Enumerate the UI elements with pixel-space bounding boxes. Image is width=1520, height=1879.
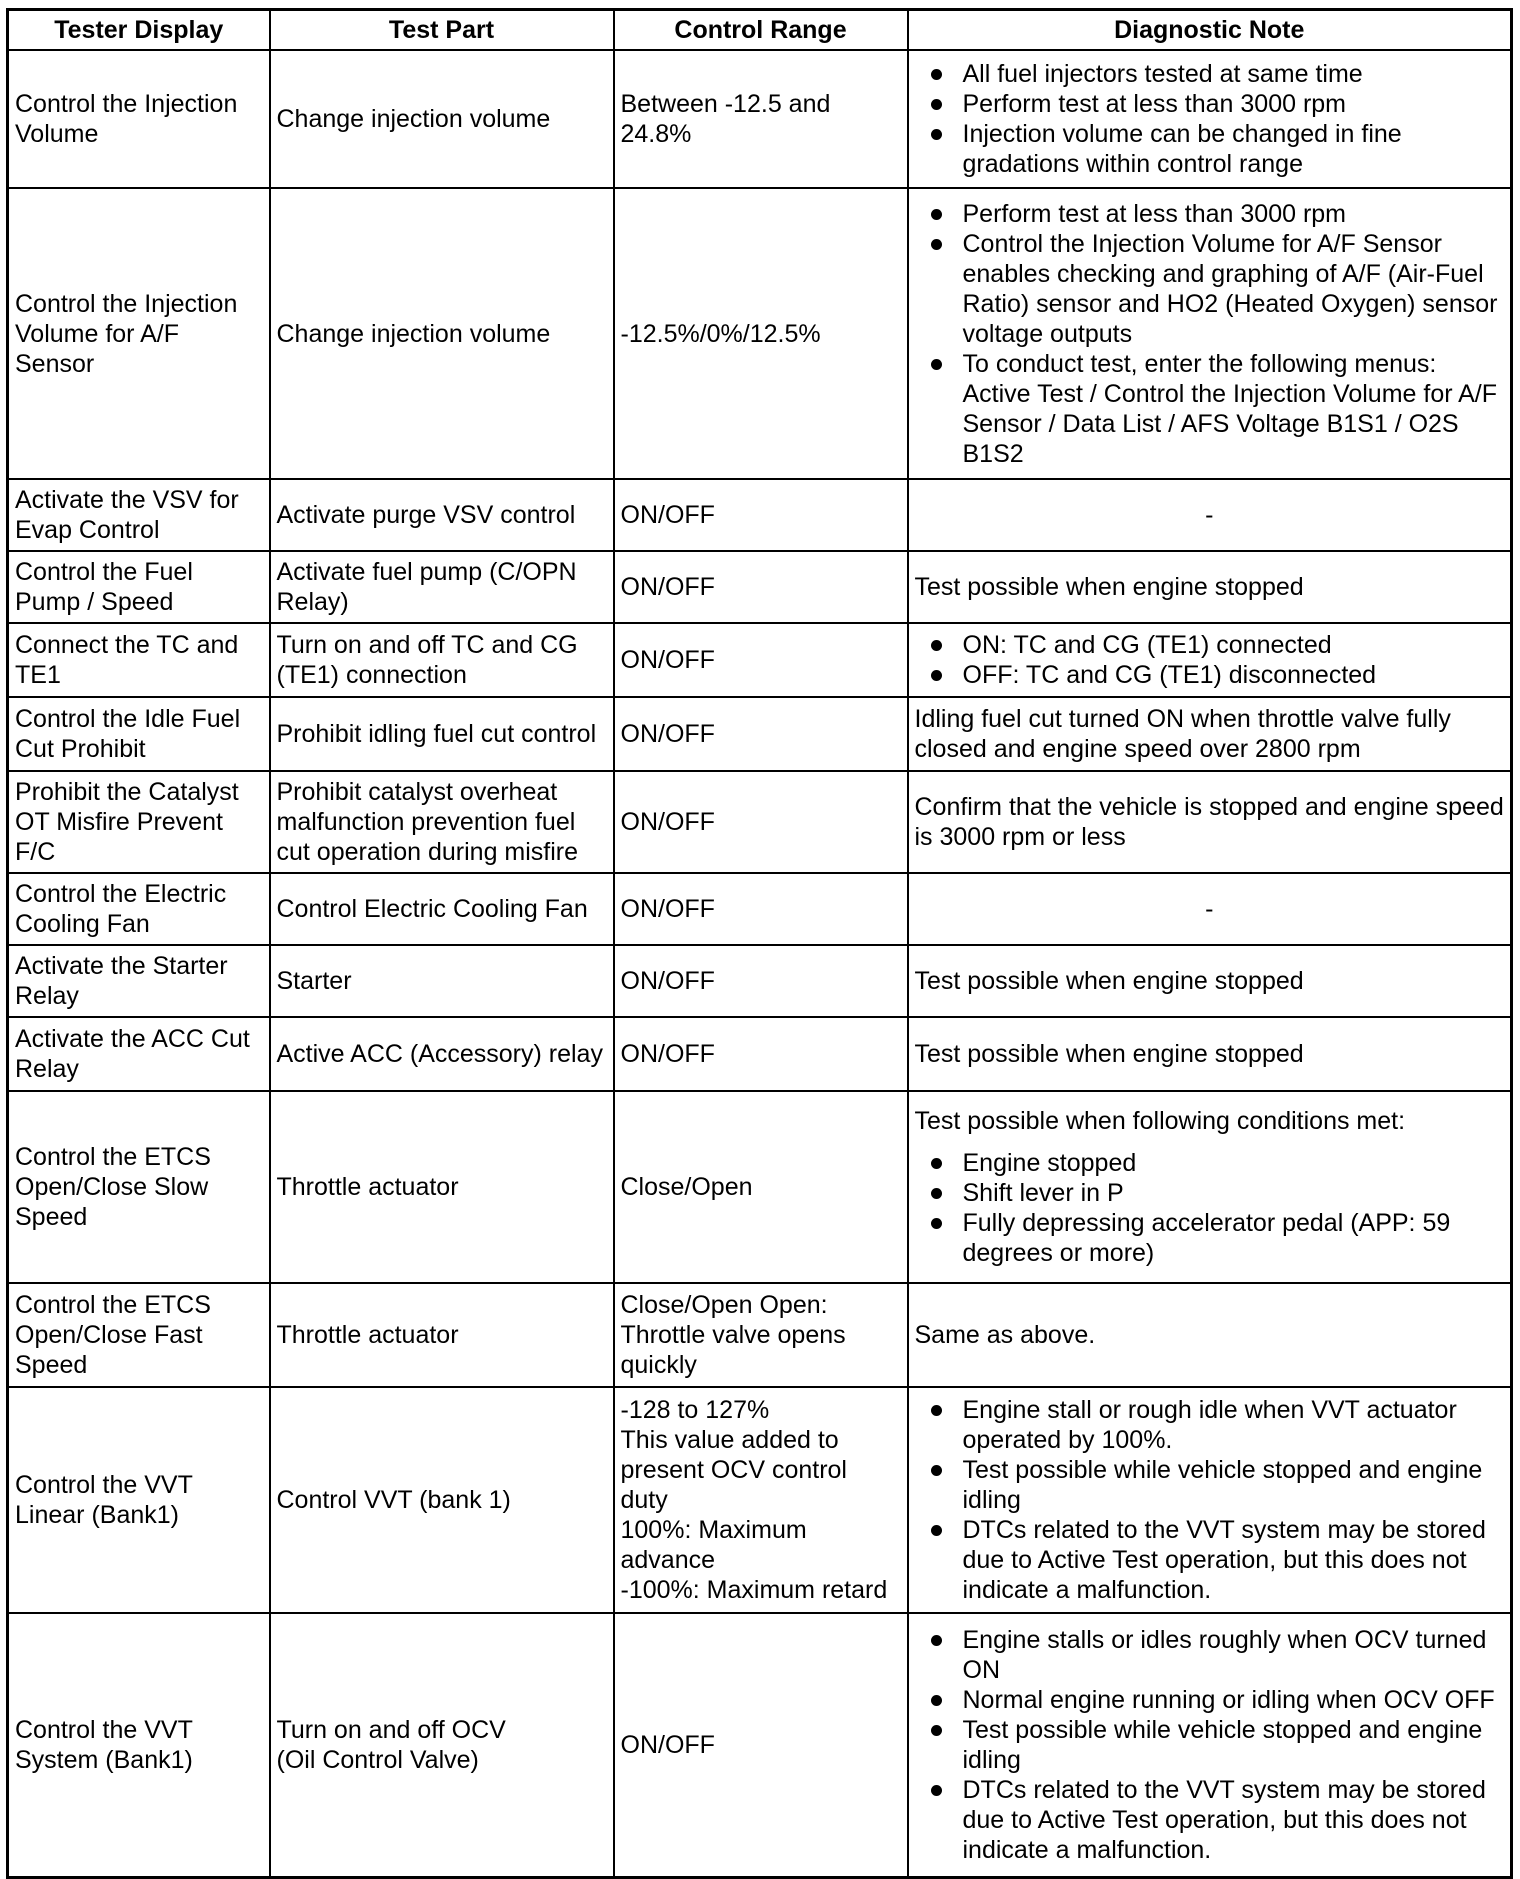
note-bullet: Test possible while vehicle stopped and engine idling (963, 1715, 1505, 1775)
control-range-cell: -128 to 127% This value added to present OCV control duty 100%: Maximum advance -100%: Maximum retard (614, 1387, 908, 1613)
note-bullet: Perform test at less than 3000 rpm (963, 199, 1505, 229)
control-range-cell: ON/OFF (614, 623, 908, 697)
table-row (8, 771, 1512, 873)
tester-display-cell: Prohibit the Catalyst OT Misfire Prevent F/C (8, 771, 270, 873)
note-bullet: OFF: TC and CG (TE1) disconnected (963, 660, 1505, 690)
test-part-cell: Activate purge VSV control (270, 479, 614, 551)
diagnostic-note-cell (908, 50, 1512, 188)
diagnostic-note-cell (908, 1091, 1512, 1283)
test-part-cell: Starter (270, 945, 614, 1017)
test-part-cell: Turn on and off TC and CG (TE1) connection (270, 623, 614, 697)
test-part-cell: Active ACC (Accessory) relay (270, 1017, 614, 1091)
diagnostic-note-cell: Test possible when engine stopped (908, 551, 1512, 623)
tester-display-cell: Control the VVT Linear (Bank1) (8, 1387, 270, 1613)
note-lead-text: Test possible when following conditions met: (914, 1107, 1406, 1135)
test-part-cell: Turn on and off OCV (Oil Control Valve) (270, 1613, 614, 1877)
control-range-cell: ON/OFF (614, 551, 908, 623)
note-bullet-list (915, 1395, 1505, 1605)
header-row (8, 10, 1512, 51)
control-range-cell: ON/OFF (614, 697, 908, 771)
note-bullet-list (915, 199, 1505, 469)
tester-display-cell: Control the VVT System (Bank1) (8, 1613, 270, 1877)
note-bullet: Engine stopped (963, 1148, 1505, 1178)
control-range-cell: -12.5%/0%/12.5% (614, 188, 908, 479)
control-range-cell: ON/OFF (614, 873, 908, 945)
table-row (8, 623, 1512, 697)
note-bullet: ON: TC and CG (TE1) connected (963, 630, 1505, 660)
test-part-cell: Activate fuel pump (C/OPN Relay) (270, 551, 614, 623)
control-range-cell: ON/OFF (614, 771, 908, 873)
control-range-cell: ON/OFF (614, 1613, 908, 1877)
test-part-cell: Control VVT (bank 1) (270, 1387, 614, 1613)
tester-display-cell: Activate the VSV for Evap Control (8, 479, 270, 551)
table-row (8, 1387, 1512, 1613)
control-range-cell: Close/Open Open: Throttle valve opens quickly (614, 1283, 908, 1387)
header-test-part: Test Part (270, 10, 614, 51)
note-bullet: DTCs related to the VVT system may be stored due to Active Test operation, but this does not indicate a malfunction. (963, 1775, 1505, 1865)
note-bullet: Normal engine running or idling when OCV OFF (963, 1685, 1505, 1715)
note-bullet: All fuel injectors tested at same time (963, 59, 1505, 89)
note-bullet-list (915, 59, 1505, 179)
table-row (8, 188, 1512, 479)
test-part-cell: Prohibit catalyst overheat malfunction prevention fuel cut operation during misfire (270, 771, 614, 873)
test-part-cell: Change injection volume (270, 188, 614, 479)
diagnostic-note-cell: - (908, 479, 1512, 551)
tester-display-cell: Control the ETCS Open/Close Fast Speed (8, 1283, 270, 1387)
control-range-cell: Between -12.5 and 24.8% (614, 50, 908, 188)
note-bullet-list (915, 1625, 1505, 1865)
table-row (8, 697, 1512, 771)
table-row (8, 1283, 1512, 1387)
diagnostic-note-cell: - (908, 873, 1512, 945)
note-bullet: DTCs related to the VVT system may be stored due to Active Test operation, but this does not indicate a malfunction. (963, 1515, 1505, 1605)
table-row (8, 1613, 1512, 1877)
diagnostic-note-cell (908, 1613, 1512, 1877)
control-range-cell: ON/OFF (614, 945, 908, 1017)
diagnostic-note-cell: Idling fuel cut turned ON when throttle valve fully closed and engine speed over 2800 rpm (908, 697, 1512, 771)
table-row (8, 1091, 1512, 1283)
test-part-cell: Throttle actuator (270, 1091, 614, 1283)
tester-display-cell: Control the Idle Fuel Cut Prohibit (8, 697, 270, 771)
note-bullet: Fully depressing accelerator pedal (APP: 59 degrees or more) (963, 1208, 1505, 1268)
tester-display-cell: Control the ETCS Open/Close Slow Speed (8, 1091, 270, 1283)
table-row (8, 50, 1512, 188)
header-diagnostic-note: Diagnostic Note (908, 10, 1512, 51)
note-bullet: Control the Injection Volume for A/F Sensor enables checking and graphing of A/F (Air-Fuel Ratio) sensor and HO2 (Heated Oxygen) sensor voltage outputs (963, 229, 1505, 349)
table-row (8, 873, 1512, 945)
table-row (8, 479, 1512, 551)
note-bullet-list (915, 1148, 1505, 1268)
diagnostic-note-cell: Test possible when engine stopped (908, 1017, 1512, 1091)
diagnostic-note-cell (908, 623, 1512, 697)
table-row (8, 1017, 1512, 1091)
diagnostic-note-cell: Same as above. (908, 1283, 1512, 1387)
tester-display-cell: Activate the Starter Relay (8, 945, 270, 1017)
note-bullet: Engine stalls or idles roughly when OCV turned ON (963, 1625, 1505, 1685)
control-range-cell: ON/OFF (614, 479, 908, 551)
diagnostic-note-cell: Confirm that the vehicle is stopped and engine speed is 3000 rpm or less (908, 771, 1512, 873)
table-row (8, 551, 1512, 623)
test-part-cell: Prohibit idling fuel cut control (270, 697, 614, 771)
note-bullet: To conduct test, enter the following menus: Active Test / Control the Injection Volume for A/F Sensor / Data List / AFS Voltage B1S1 / O2S B1S2 (963, 349, 1505, 469)
tester-display-cell: Control the Injection Volume (8, 50, 270, 188)
diagnostic-note-cell (908, 188, 1512, 479)
table-row (8, 945, 1512, 1017)
note-bullet-list (915, 630, 1505, 690)
header-tester-display: Tester Display (8, 10, 270, 51)
test-part-cell: Change injection volume (270, 50, 614, 188)
test-part-cell: Throttle actuator (270, 1283, 614, 1387)
control-range-cell: ON/OFF (614, 1017, 908, 1091)
control-range-cell: Close/Open (614, 1091, 908, 1283)
note-bullet: Injection volume can be changed in fine gradations within control range (963, 119, 1505, 179)
active-test-table (6, 8, 1513, 1879)
tester-display-cell: Activate the ACC Cut Relay (8, 1017, 270, 1091)
diagnostic-note-cell (908, 1387, 1512, 1613)
tester-display-cell: Connect the TC and TE1 (8, 623, 270, 697)
tester-display-cell: Control the Electric Cooling Fan (8, 873, 270, 945)
note-bullet: Perform test at less than 3000 rpm (963, 89, 1505, 119)
table-body (8, 50, 1512, 1877)
tester-display-cell: Control the Injection Volume for A/F Sensor (8, 188, 270, 479)
test-part-cell: Control Electric Cooling Fan (270, 873, 614, 945)
note-bullet: Shift lever in P (963, 1178, 1505, 1208)
header-control-range: Control Range (614, 10, 908, 51)
tester-display-cell: Control the Fuel Pump / Speed (8, 551, 270, 623)
diagnostic-note-cell: Test possible when engine stopped (908, 945, 1512, 1017)
note-bullet: Test possible while vehicle stopped and engine idling (963, 1455, 1505, 1515)
note-bullet: Engine stall or rough idle when VVT actuator operated by 100%. (963, 1395, 1505, 1455)
